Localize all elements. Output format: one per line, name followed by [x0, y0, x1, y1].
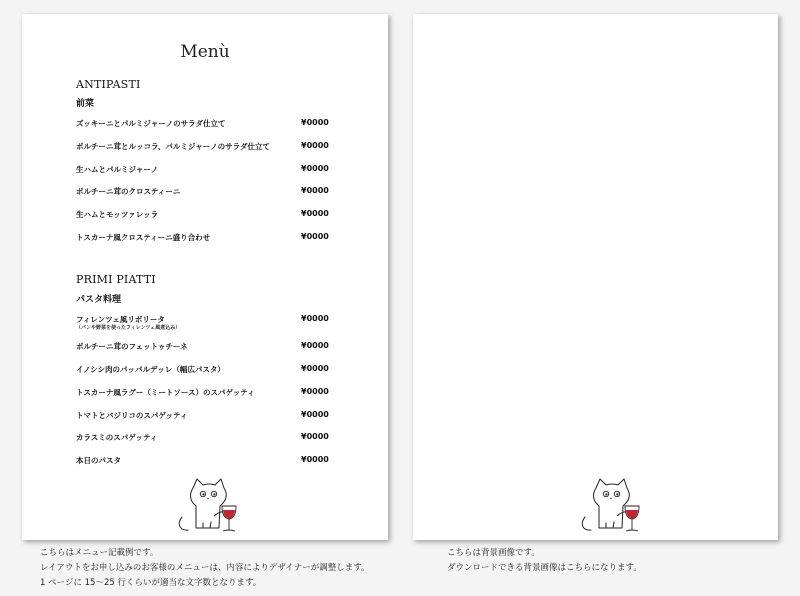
menu-item [76, 164, 332, 178]
section-title-antipasti: ANTIPASTI [76, 78, 141, 91]
menu-item-price: ¥0000 [301, 314, 329, 323]
menu-item-price: ¥0000 [301, 432, 329, 441]
menu-item-name: ポルチーニ茸とルッコラ、パルミジャーノのサラダ仕立て [76, 142, 271, 151]
caption-line: こちらは背景画像です。 [447, 548, 540, 558]
menu-item-name: 生ハムとモッツァレッラ [76, 210, 159, 219]
menu-item-price: ¥0000 [301, 164, 329, 173]
menu-item-price: ¥0000 [301, 141, 329, 150]
menu-item [76, 232, 332, 246]
menu-item-price: ¥0000 [301, 410, 329, 419]
menu-item-price: ¥0000 [301, 455, 329, 464]
menu-title: Menù [180, 42, 230, 62]
menu-item-name: イノシシ肉のパッパルデッレ（幅広パスタ） [76, 365, 225, 374]
menu-item [76, 364, 332, 378]
menu-item-name: トスカーナ風クロスティーニ盛り合わせ [76, 233, 211, 242]
menu-item-name: トスカーナ風ラグー（ミートソース）のスパゲッティ [76, 388, 255, 397]
section-subtitle-antipasti: 前菜 [76, 99, 95, 109]
menu-item-name: 本日のパスタ [76, 456, 121, 465]
menu-item [76, 387, 332, 401]
menu-item-price: ¥0000 [301, 209, 329, 218]
caption-line: ダウンロードできる背景画像はこちらになります。 [447, 563, 642, 573]
menu-item-price: ¥0000 [301, 186, 329, 195]
menu-item-price: ¥0000 [301, 364, 329, 373]
menu-item [76, 410, 332, 424]
menu-item-name: トマトとバジリコのスパゲッティ [76, 411, 188, 420]
menu-item-name: ポルチーニ茸のフェットゥチーネ [76, 342, 188, 351]
right-caption [447, 546, 642, 576]
menu-item-name: 生ハムとパルミジャーノ [76, 165, 159, 174]
menu-item-price: ¥0000 [301, 387, 329, 396]
menu-item [76, 118, 332, 132]
section-subtitle-primi-piatti: パスタ料理 [76, 295, 122, 305]
menu-item-price: ¥0000 [301, 232, 329, 241]
menu-item-name: フィレンツェ風リボリータ [76, 315, 165, 324]
menu-item-name: カラスミのスパゲッティ [76, 433, 158, 442]
menu-example-page [22, 14, 388, 540]
menu-item [76, 186, 332, 200]
menu-item-note: （パンや野菜を使ったフィレンツェ風煮込み） [76, 325, 181, 331]
menu-item-price: ¥0000 [301, 118, 329, 127]
caption-line: レイアウトをお申し込みのお客様のメニューは、内容によりデザイナーが調整します。 [40, 563, 370, 573]
menu-item [76, 455, 332, 469]
caption-line: 1 ページに 15〜25 行くらいが適当な文字数となります。 [40, 578, 262, 588]
menu-item [76, 314, 332, 334]
cat-with-wine-glass-icon [577, 476, 647, 536]
menu-item-price: ¥0000 [301, 341, 329, 350]
section-title-primi-piatti: PRIMI PIATTI [76, 273, 156, 286]
menu-item-name: ポルチーニ茸のクロスティーニ [76, 187, 181, 196]
cat-with-wine-glass-icon [174, 476, 244, 536]
caption-line: こちらはメニュー記載例です。 [40, 548, 159, 558]
background-image-page [413, 14, 778, 540]
menu-item [76, 209, 332, 223]
menu-item-name: ズッキーニとパルミジャーノのサラダ仕立て [76, 119, 226, 128]
menu-item [76, 341, 332, 355]
menu-item [76, 141, 332, 155]
menu-item [76, 432, 332, 446]
left-caption [40, 546, 370, 591]
